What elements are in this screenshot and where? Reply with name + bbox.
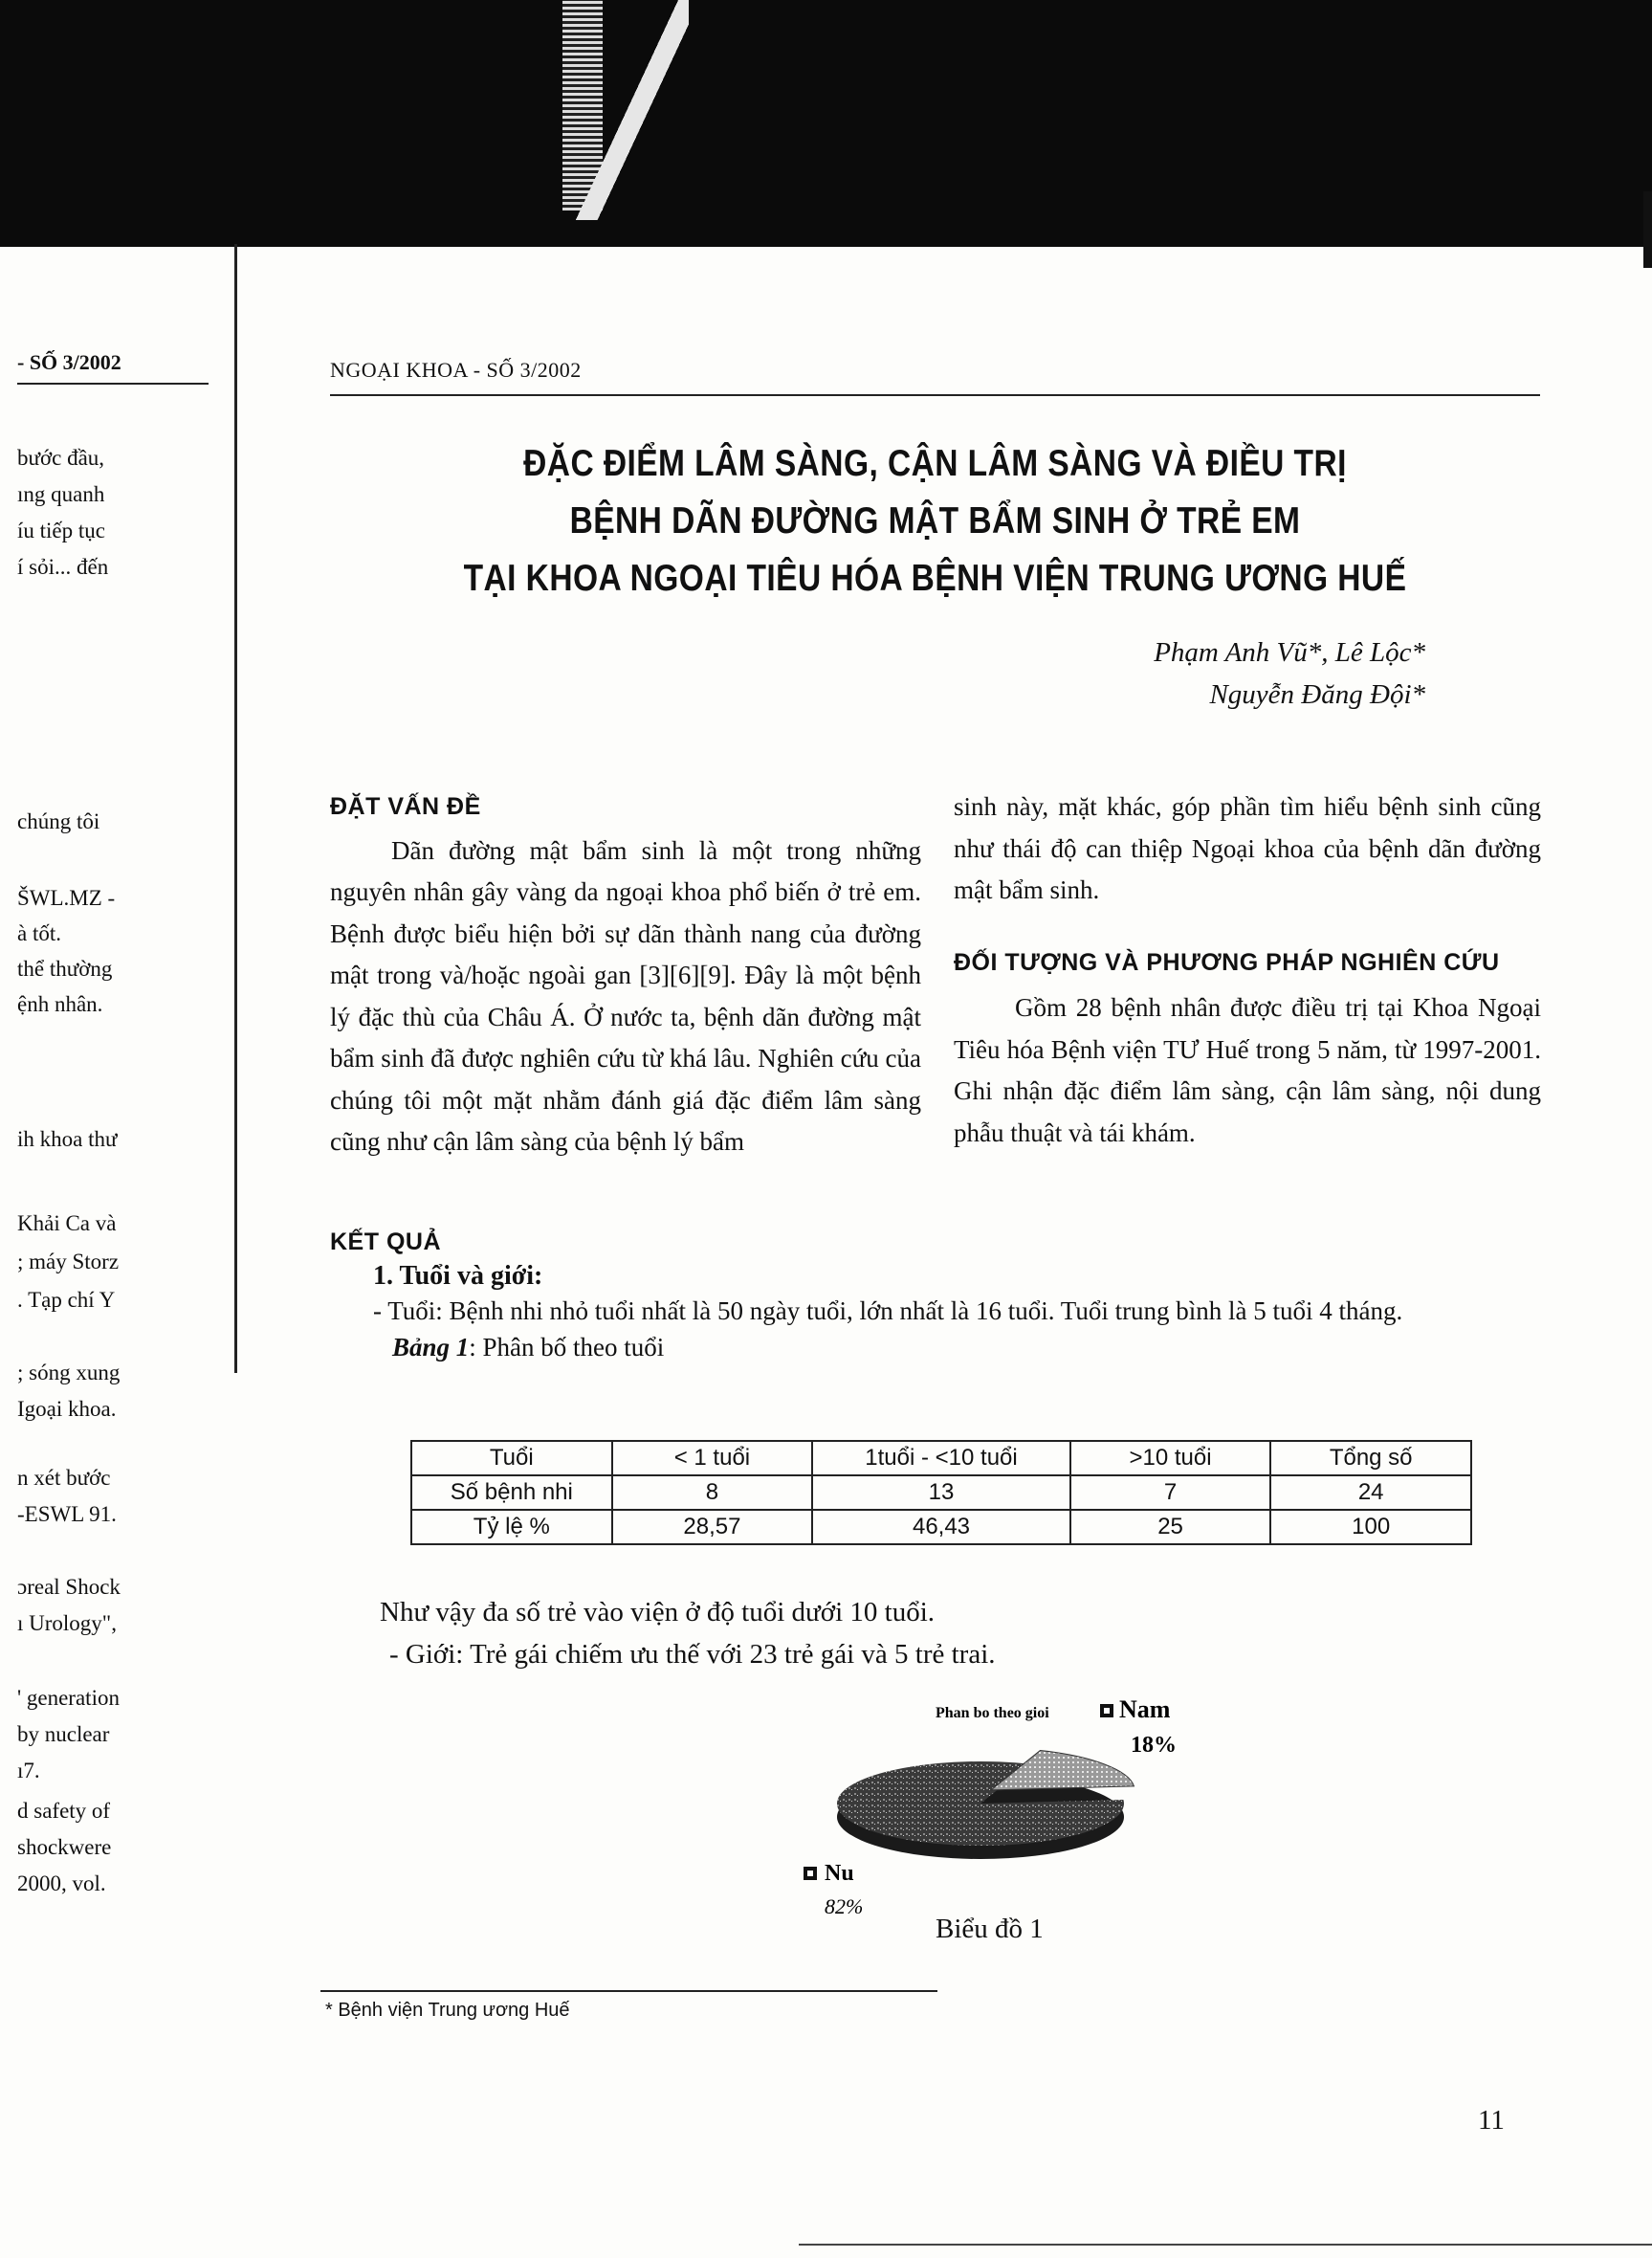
previous-page-line: Igoại khoa. [17, 1397, 117, 1421]
note-sex: - Giới: Trẻ gái chiếm ưu thế với 23 trẻ gái và 5 trẻ trai. [389, 1639, 996, 1670]
previous-page-line: íu tiếp tục [17, 519, 105, 542]
previous-page-line: by nuclear [17, 1722, 110, 1746]
previous-page-line: shockwere [17, 1835, 112, 1859]
running-header: NGOẠI KHOA - SỐ 3/2002 [330, 358, 582, 382]
band-slash [574, 0, 689, 220]
table-header-cell: < 1 tuổi [612, 1441, 813, 1475]
table-header-cell: Tổng số [1270, 1441, 1471, 1475]
table-cell: 100 [1270, 1510, 1471, 1544]
footnote-rule [320, 1990, 937, 1992]
page-number: 11 [1478, 2105, 1505, 2136]
legend-nu: Nu [825, 1861, 854, 1886]
age-paragraph: - Tuổi: Bệnh nhi nhỏ tuổi nhất là 50 ngày tuổi, lớn nhất là 16 tuổi. Tuổi trung bình là 5 tuổi 4 tháng. [373, 1296, 1403, 1325]
author-line: Phạm Anh Vũ*, Lê Lộc* [1154, 637, 1425, 668]
methods-paragraph: Gồm 28 bệnh nhân được điều trị tại Khoa Ngoại Tiêu hóa Bệnh viện TƯ Huế trong 5 năm, từ 1997-2001. Ghi nhận đặc điểm lâm sàng, cận lâm sàng, nội dung phẫu thuật và tái khám. [954, 993, 1541, 1147]
previous-page-line: ɔreal Shock [17, 1575, 121, 1599]
footnote: * Bệnh viện Trung ương Huế [325, 2000, 570, 2021]
title-line: ĐẶC ĐIỂM LÂM SÀNG, CẬN LÂM SÀNG VÀ ĐIỀU TRỊ [523, 443, 1347, 484]
table-caption [392, 1330, 1545, 1364]
section-heading-methods: ĐỐI TƯỢNG VÀ PHƯƠNG PHÁP NGHIÊN CỨU [954, 948, 1500, 976]
sex-pie-chart [784, 1689, 1205, 1947]
previous-page-line: ı7. [17, 1759, 40, 1782]
article-title [415, 435, 1456, 608]
table-cell: 28,57 [612, 1510, 813, 1544]
subheading-age-sex: 1. Tuổi và giới: [373, 1261, 543, 1291]
previous-page-line: ı Urology", [17, 1611, 117, 1635]
intro-continued: sinh này, mặt khác, góp phần tìm hiểu bệnh sinh cũng như thái độ can thiệp Ngoại khoa của bệnh dãn đường mật bẩm sinh. [954, 792, 1541, 904]
note-majority: Như vậy đa số trẻ vào viện ở độ tuổi dưới 10 tuổi. [380, 1597, 935, 1627]
section-heading-intro: ĐẶT VẤN ĐỀ [330, 793, 481, 820]
previous-page-header: - SỐ 3/2002 [17, 350, 121, 374]
table-cell: 24 [1270, 1475, 1471, 1510]
header-black-band [0, 0, 1652, 247]
previous-page-line: í sỏi... đến [17, 555, 109, 579]
title-line: TẠI KHOA NGOẠI TIÊU HÓA BỆNH VIỆN TRUNG ƯƠNG HUẾ [463, 558, 1407, 599]
legend-swatch-nam-inner [1104, 1708, 1110, 1714]
previous-page-rule [17, 383, 209, 385]
table-cell: 13 [812, 1475, 1069, 1510]
label-nam-percent: 18% [1131, 1733, 1177, 1758]
previous-page-line: bước đầu, [17, 446, 105, 470]
previous-page-line: n xét bước [17, 1466, 111, 1490]
previous-page-line: ih khoa thư [17, 1127, 118, 1151]
author-line: Nguyễn Đăng Đội* [1209, 679, 1425, 710]
table-caption-text: : Phân bố theo tuổi [469, 1333, 665, 1361]
previous-page-line: 2000, vol. [17, 1871, 106, 1895]
table-header-cell: 1tuổi - <10 tuổi [812, 1441, 1069, 1475]
previous-page-line: chúng tôi [17, 809, 100, 833]
table-cell: Số bệnh nhi [411, 1475, 612, 1510]
table-cell: 25 [1070, 1510, 1271, 1544]
previous-page-line: ' generation [17, 1686, 120, 1710]
table-row [411, 1510, 1471, 1544]
previous-page-line: Khải Ca và [17, 1211, 117, 1235]
right-column [954, 786, 1541, 1154]
bottom-rule [799, 2244, 1652, 2246]
intro-paragraph: Dãn đường mật bẩm sinh là một trong những nguyên nhân gây vàng da ngoại khoa phổ biến ở trẻ em. Bệnh được biểu hiện bởi sự dãn thành nang của đường mật trong và/hoặc ngoài gan [3][6][9]. Đây là một bệnh lý đặc thù của Châu Á. Ở nước ta, bệnh dãn đường mật bẩm sinh đã được nghiên cứu từ khá lâu. Nghiên cứu của chúng tôi một mặt nhằm đánh giá đặc điểm lâm sàng cũng như cận lâm sàng của bệnh lý bẩm [330, 835, 921, 1156]
previous-page-line: d safety of [17, 1799, 111, 1823]
previous-page-line: ệnh nhân. [17, 992, 103, 1016]
authors [957, 631, 1425, 716]
table-row [411, 1475, 1471, 1510]
chart-caption: Biểu đồ 1 [936, 1914, 1044, 1944]
previous-page-line: ıng quanh [17, 482, 105, 506]
previous-page-line: ‐ESWL 91. [17, 1502, 117, 1526]
previous-page-line: à tốt. [17, 921, 61, 945]
table-cell: 8 [612, 1475, 813, 1510]
previous-page-line: thể thường [17, 957, 113, 981]
table-header-cell: Tuổi [411, 1441, 612, 1475]
table-cell: Tỷ lệ % [411, 1510, 612, 1544]
legend-swatch-nu-inner [807, 1871, 813, 1876]
table-caption-label: Bảng 1 [392, 1333, 470, 1361]
table-header-row [411, 1441, 1471, 1475]
edge-mark [1643, 191, 1652, 268]
previous-page-line: . Tạp chí Y [17, 1288, 116, 1312]
chart-title: Phan bo theo gioi [936, 1705, 1049, 1721]
header-rule [330, 394, 1540, 396]
table-cell: 7 [1070, 1475, 1271, 1510]
previous-page-line: ; sóng xung [17, 1361, 121, 1384]
label-nu-percent: 82% [825, 1894, 864, 1918]
previous-page-line: ŠWL.MZ - [17, 886, 116, 910]
table-cell: 46,43 [812, 1510, 1069, 1544]
left-column [330, 786, 921, 1163]
previous-page-line: ; máy Storz [17, 1250, 120, 1273]
gutter-line [234, 244, 237, 1373]
age-table [410, 1440, 1472, 1545]
title-line: BỆNH DÃN ĐƯỜNG MẬT BẨM SINH Ở TRẺ EM [569, 500, 1301, 542]
table-header-cell: >10 tuổi [1070, 1441, 1271, 1475]
legend-nam: Nam [1119, 1695, 1171, 1723]
results-section [330, 1225, 1545, 1364]
section-heading-results: KẾT QUẢ [330, 1229, 441, 1255]
